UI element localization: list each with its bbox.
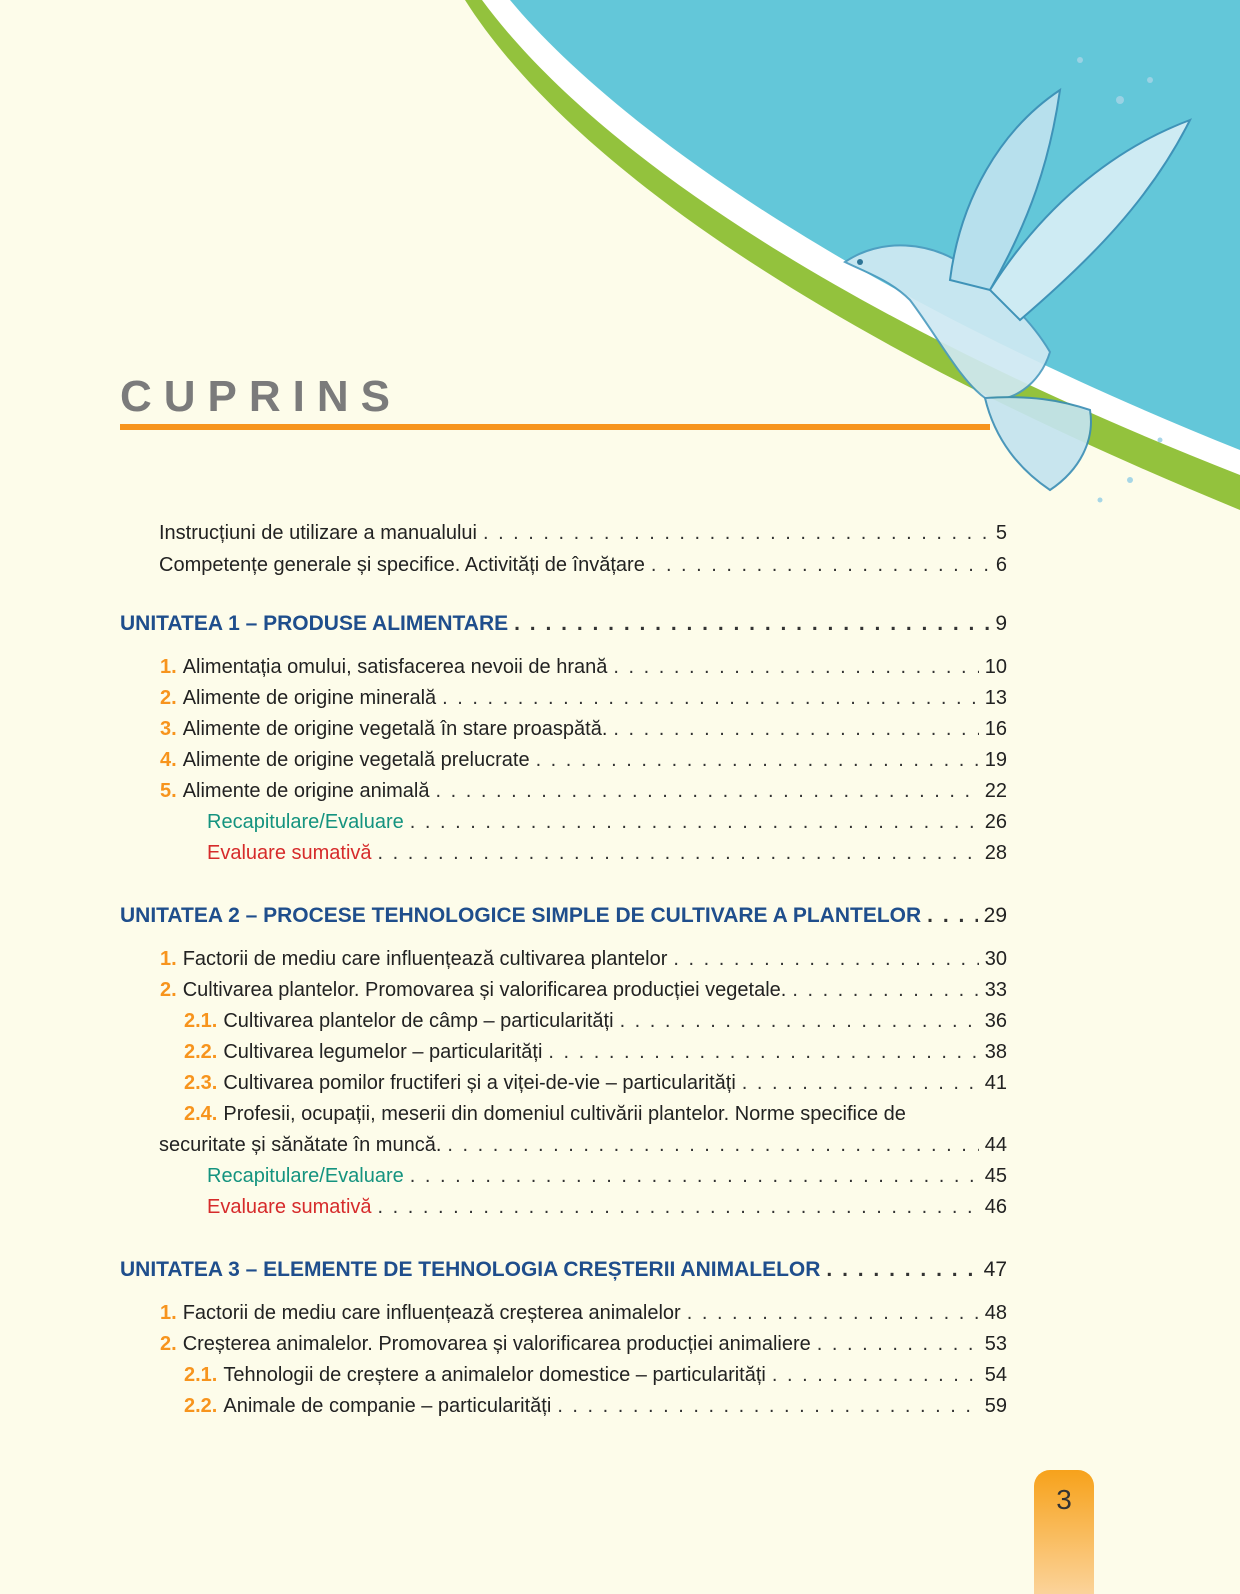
toc-entry-text xyxy=(160,718,607,741)
toc-row-continuation[interactable] xyxy=(159,1134,1007,1157)
toc-page-number: 36 xyxy=(984,1010,1007,1032)
toc-row-evaluare-sumativa[interactable] xyxy=(207,1196,1007,1219)
dot-leader xyxy=(742,1072,979,1095)
toc-entry-number: 2.1. xyxy=(184,1010,218,1032)
toc-entry-label: Cultivarea plantelor. Promovarea și valorificarea producției vegetale. xyxy=(182,979,787,1001)
toc-entry-label: Profesii, ocupații, meserii din domeniul cultivării plantelor. Norme specifice de xyxy=(223,1103,906,1125)
toc-entry-label: Instrucțiuni de utilizare a manualului xyxy=(159,522,477,544)
toc-entry-label: Cultivarea plantelor de câmp – particularități xyxy=(223,1010,614,1032)
toc-entry-number: 2.2. xyxy=(184,1395,218,1417)
toc-row[interactable] xyxy=(160,1333,1007,1356)
toc-page-number: 45 xyxy=(984,1165,1007,1187)
dot-leader xyxy=(772,1364,979,1387)
toc-page-number: 5 xyxy=(995,522,1007,544)
toc-row-intro[interactable] xyxy=(159,522,1007,545)
toc-entry-text xyxy=(160,687,436,710)
toc-entry-number: 2.1. xyxy=(184,1364,218,1386)
toc-page-number: 47 xyxy=(983,1258,1007,1281)
toc-entry-text xyxy=(160,656,607,679)
dot-leader xyxy=(410,811,979,834)
dot-leader xyxy=(536,749,979,772)
toc-row[interactable] xyxy=(160,1302,1007,1325)
unit-heading[interactable] xyxy=(120,1258,1007,1282)
toc-page-number: 10 xyxy=(984,656,1007,678)
dot-leader xyxy=(557,1395,978,1418)
toc-entry-text xyxy=(184,1395,551,1418)
dot-leader xyxy=(378,1196,979,1219)
toc-page-number: 29 xyxy=(983,904,1007,927)
toc-row[interactable] xyxy=(160,948,1007,971)
toc-entry-text xyxy=(160,979,786,1002)
toc-entry-number: 1. xyxy=(160,656,177,678)
dot-leader xyxy=(817,1333,979,1356)
dot-leader xyxy=(436,780,979,803)
toc-row[interactable] xyxy=(184,1010,1007,1033)
unit-heading[interactable] xyxy=(120,904,1007,928)
toc-page-number: 9 xyxy=(995,612,1007,635)
page-title: CUPRINS xyxy=(120,372,403,421)
toc-row-recapitulare[interactable] xyxy=(207,1165,1007,1188)
dot-leader xyxy=(651,554,990,577)
toc-row-recapitulare[interactable] xyxy=(207,811,1007,834)
toc-row[interactable] xyxy=(184,1072,1007,1095)
toc-entry-label: Alimente de origine minerală xyxy=(182,687,437,709)
toc-entry-label: Evaluare sumativă xyxy=(207,842,372,864)
toc-entry-text xyxy=(184,1010,614,1033)
toc-page-number: 53 xyxy=(984,1333,1007,1355)
dot-leader xyxy=(483,522,990,545)
dot-leader xyxy=(548,1041,978,1064)
toc-entry-label: Competențe generale și specifice. Activități de învățare xyxy=(159,554,645,576)
toc-entry-number: 5. xyxy=(160,780,177,802)
toc-row-intro[interactable] xyxy=(159,554,1007,577)
toc-page-number: 13 xyxy=(984,687,1007,709)
toc-entry-label: Alimentația omului, satisfacerea nevoii de hrană xyxy=(182,656,608,678)
toc-page-number: 54 xyxy=(984,1364,1007,1386)
toc-row-evaluare-sumativa[interactable] xyxy=(207,842,1007,865)
toc-page-number: 46 xyxy=(984,1196,1007,1218)
toc-row[interactable] xyxy=(184,1395,1007,1418)
page-number: 3 xyxy=(1056,1484,1072,1515)
toc-entry-number: 1. xyxy=(160,1302,177,1324)
toc-row[interactable] xyxy=(160,979,1007,1002)
dot-leader xyxy=(442,687,979,710)
toc-entry-label: UNITATEA 3 – ELEMENTE DE TEHNOLOGIA CREȘTERII ANIMALELOR xyxy=(120,1258,821,1281)
toc-entry-label: Recapitulare/Evaluare xyxy=(207,1165,404,1187)
dot-leader xyxy=(613,656,978,679)
toc-entry-number: 2.3. xyxy=(184,1072,218,1094)
page-number-tab xyxy=(1034,1470,1094,1594)
toc-entry-label: Alimente de origine vegetală prelucrate xyxy=(182,749,530,771)
dot-leader xyxy=(620,1010,979,1033)
toc-entry-label: securitate și sănătate în muncă. xyxy=(159,1134,442,1156)
toc-row[interactable] xyxy=(160,749,1007,772)
toc-row[interactable] xyxy=(184,1041,1007,1064)
toc-entry-number: 3. xyxy=(160,718,177,740)
toc-entry-text xyxy=(120,904,921,928)
toc-entry-label: Alimente de origine animală xyxy=(182,780,430,802)
toc-entry-text xyxy=(207,1165,404,1188)
toc-entry-text xyxy=(159,522,477,545)
toc-entry-label: Tehnologii de creștere a animalelor domestice – particularități xyxy=(223,1364,766,1386)
dot-leader xyxy=(613,718,978,741)
toc-entry-number: 2. xyxy=(160,687,177,709)
toc-entry-label: Cultivarea legumelor – particularități xyxy=(223,1041,543,1063)
dot-leader xyxy=(792,979,978,1002)
toc-page-number: 19 xyxy=(984,749,1007,771)
toc-entry-number: 4. xyxy=(160,749,177,771)
dot-leader xyxy=(447,1134,978,1157)
dot-leader xyxy=(826,1258,977,1282)
toc-entry-text xyxy=(160,1333,811,1356)
toc-entry-text xyxy=(159,1134,441,1157)
toc-entry-number: 2.4. xyxy=(184,1103,218,1125)
toc-entry-text xyxy=(160,948,667,971)
toc-entry-label: UNITATEA 2 – PROCESE TEHNOLOGICE SIMPLE DE CULTIVARE A PLANTELOR xyxy=(120,904,922,927)
toc-page-number: 6 xyxy=(995,554,1007,576)
toc-entry-label: Factorii de mediu care influențează cultivarea plantelor xyxy=(182,948,668,970)
toc-row[interactable] xyxy=(160,780,1007,803)
dot-leader xyxy=(687,1302,979,1325)
toc-entry-label: Creșterea animalelor. Promovarea și valorificarea producției animaliere xyxy=(182,1333,811,1355)
dot-leader xyxy=(927,904,977,928)
toc-page-number: 38 xyxy=(984,1041,1007,1063)
toc-entry-label: Animale de companie – particularități xyxy=(223,1395,552,1417)
toc-page-number: 16 xyxy=(984,718,1007,740)
toc-row[interactable] xyxy=(184,1364,1007,1387)
toc-page-number: 48 xyxy=(984,1302,1007,1324)
unit-heading[interactable] xyxy=(120,612,1007,636)
dot-leader xyxy=(378,842,979,865)
toc-page-number: 30 xyxy=(984,948,1007,970)
toc-row[interactable] xyxy=(160,687,1007,710)
toc-page-number: 44 xyxy=(984,1134,1007,1156)
toc-page-number: 33 xyxy=(984,979,1007,1001)
toc-entry-text xyxy=(207,811,404,834)
toc-entry-text xyxy=(184,1364,766,1387)
toc-entry-label: Factorii de mediu care influențează creșterea animalelor xyxy=(182,1302,681,1324)
toc-entry-label: Cultivarea pomilor fructiferi și a viței-de-vie – particularități xyxy=(223,1072,736,1094)
toc-entry-number: 1. xyxy=(160,948,177,970)
toc-page-number: 26 xyxy=(984,811,1007,833)
dot-leader xyxy=(673,948,978,971)
dot-leader xyxy=(410,1165,979,1188)
toc-entry-text xyxy=(184,1041,542,1064)
toc-entry-text xyxy=(207,842,372,865)
toc-row[interactable] xyxy=(160,656,1007,679)
toc-page-number: 41 xyxy=(984,1072,1007,1094)
toc-entry-number: 2. xyxy=(160,979,177,1001)
toc-row[interactable] xyxy=(160,718,1007,741)
toc-page-number: 28 xyxy=(984,842,1007,864)
toc-entry-text xyxy=(120,612,508,636)
toc-entry-label: UNITATEA 1 – PRODUSE ALIMENTARE xyxy=(120,612,509,635)
toc-entry-text xyxy=(160,780,430,803)
toc-entry-text xyxy=(207,1196,372,1219)
toc-entry-text xyxy=(159,554,645,577)
toc-page-number: 59 xyxy=(984,1395,1007,1417)
toc-entry-text xyxy=(120,1258,820,1282)
toc-entry-label: Alimente de origine vegetală în stare proaspătă. xyxy=(182,718,608,740)
toc-row-multiline[interactable] xyxy=(184,1103,906,1126)
toc-entry-text xyxy=(160,1302,681,1325)
toc-page-number: 22 xyxy=(984,780,1007,802)
dot-leader xyxy=(514,612,989,636)
toc-entry-text xyxy=(160,749,530,772)
toc-entry-number: 2.2. xyxy=(184,1041,218,1063)
toc-entry-label: Evaluare sumativă xyxy=(207,1196,372,1218)
toc-entry-label: Recapitulare/Evaluare xyxy=(207,811,404,833)
toc-entry-number: 2. xyxy=(160,1333,177,1355)
toc-entry-text xyxy=(184,1072,736,1095)
